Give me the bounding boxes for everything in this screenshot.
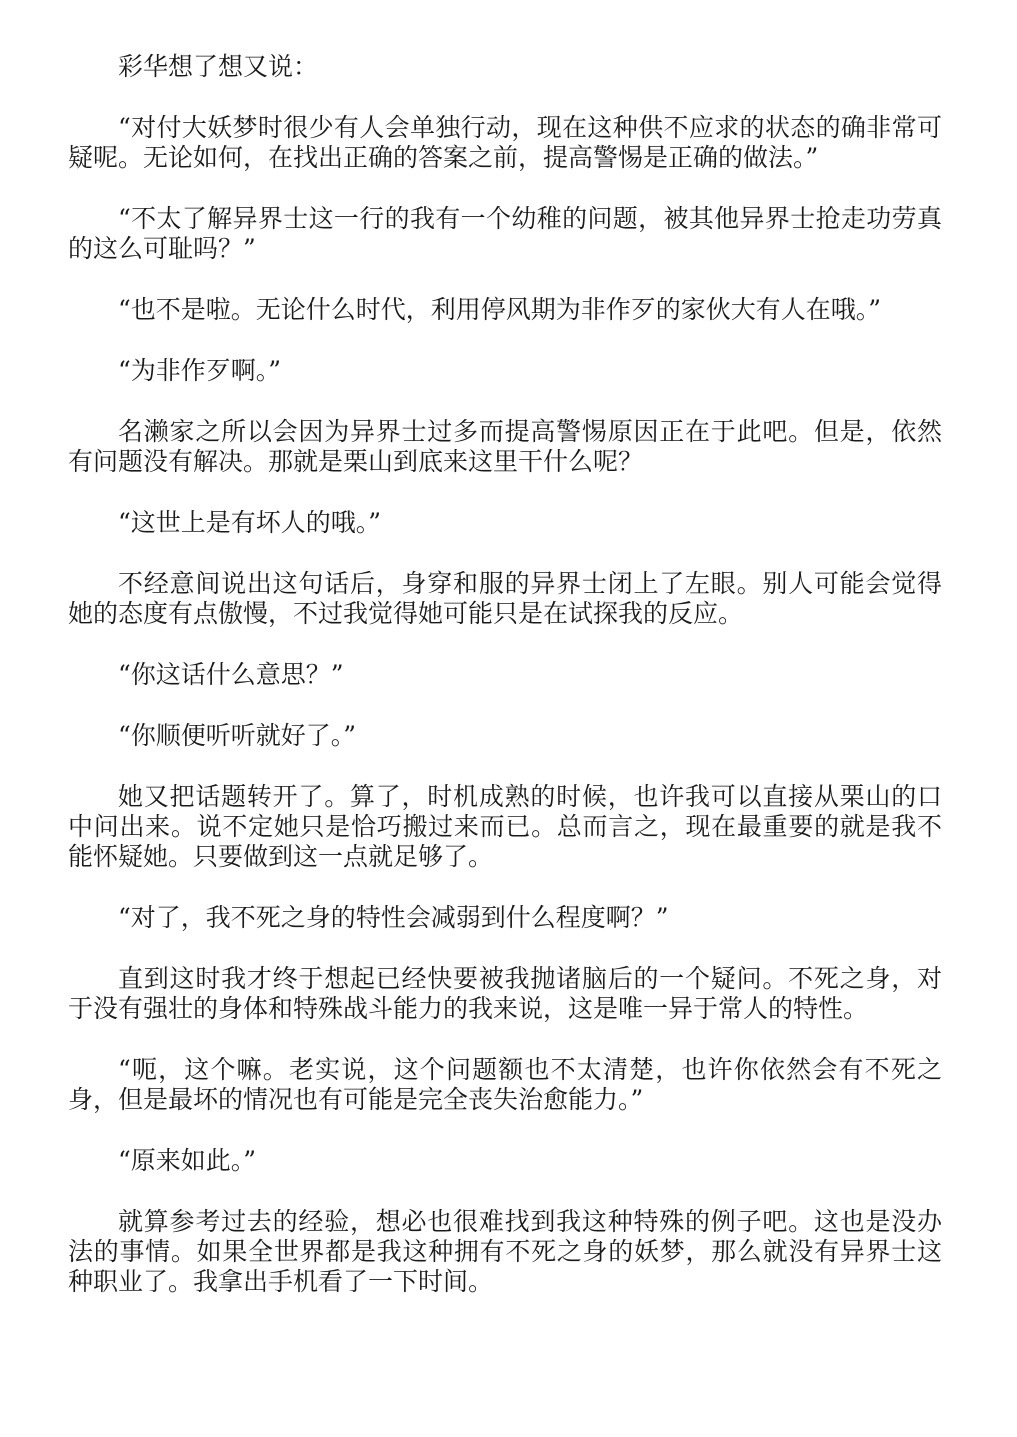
paragraph: “你这话什么意思？” bbox=[118, 660, 344, 689]
paragraph: “原来如此。” bbox=[118, 1146, 257, 1175]
paragraph: “呃，这个嘛。老实说，这个问题额也不太清楚，也许你依然会有不死之身，但是最坏的情况也有可能是完全丧失治愈能力。” bbox=[68, 1055, 942, 1114]
paragraph: 就算参考过去的经验，想必也很难找到我这种特殊的例子吧。这也是没办法的事情。如果全世界都是我这种拥有不死之身的妖梦，那么就没有异界士这种职业了。我拿出手机看了一下时间。 bbox=[68, 1207, 942, 1296]
paragraph: “对了，我不死之身的特性会减弱到什么程度啊？” bbox=[118, 903, 669, 932]
paragraph: 直到这时我才终于想起已经快要被我抛诸脑后的一个疑问。不死之身，对于没有强壮的身体和特殊战斗能力的我来说，这是唯一异于常人的特性。 bbox=[68, 964, 942, 1023]
paragraph: 名濑家之所以会因为异界士过多而提高警惕原因正在于此吧。但是，依然有问题没有解决。那就是栗山到底来这里干什么呢？ bbox=[68, 417, 942, 476]
paragraph: “也不是啦。无论什么时代，利用停风期为非作歹的家伙大有人在哦。” bbox=[118, 295, 882, 324]
document-page bbox=[68, 52, 942, 1297]
paragraph: “这世上是有坏人的哦。” bbox=[118, 508, 382, 537]
paragraph: 彩华想了想又说： bbox=[118, 52, 319, 81]
paragraph: 不经意间说出这句话后，身穿和服的异界士闭上了左眼。别人可能会觉得她的态度有点傲慢，不过我觉得她可能只是在试探我的反应。 bbox=[68, 569, 942, 628]
paragraph: “对付大妖梦时很少有人会单独行动，现在这种供不应求的状态的确非常可疑呢。无论如何，在找出正确的答案之前，提高警惕是正确的做法。” bbox=[68, 113, 942, 172]
paragraph: “你顺便听听就好了。” bbox=[118, 721, 357, 750]
paragraph: “为非作歹啊。” bbox=[118, 356, 282, 385]
paragraph: “不太了解异界士这一行的我有一个幼稚的问题，被其他异界士抢走功劳真的这么可耻吗？” bbox=[68, 204, 942, 263]
paragraph: 她又把话题转开了。算了，时机成熟的时候，也许我可以直接从栗山的口中问出来。说不定她只是恰巧搬过来而已。总而言之，现在最重要的就是我不能怀疑她。只要做到这一点就足够了。 bbox=[68, 782, 942, 871]
